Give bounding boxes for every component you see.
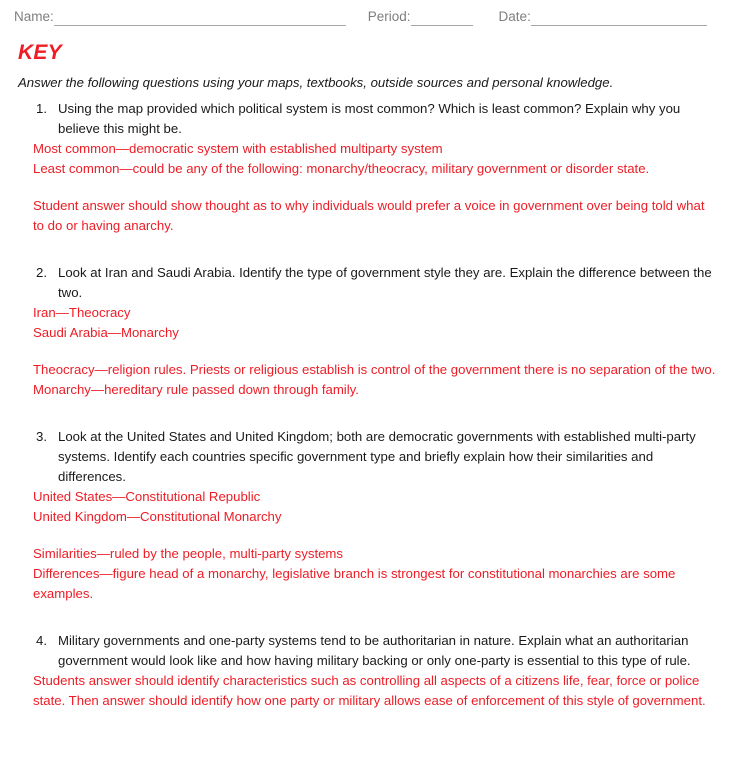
spacer — [0, 343, 730, 360]
answer-line-1-3: Student answer should show thought as to why individuals would prefer a voice in government over being told what to do or having anarchy. — [33, 198, 705, 233]
spacer — [0, 179, 730, 196]
name-label: Name: — [14, 9, 54, 24]
instructions-text: Answer the following questions using your maps, textbooks, outside sources and personal knowledge. — [18, 75, 614, 90]
question-item-2 — [36, 263, 720, 303]
period-input[interactable] — [411, 11, 473, 26]
student-info-header — [0, 0, 730, 26]
answer-line-2-3: Theocracy—religion rules. Priests or religious establish is control of the government there is no separation of the two. — [33, 362, 716, 377]
question-number-1: 1. — [36, 101, 47, 116]
question-number-2: 2. — [36, 265, 47, 280]
period-field-group — [368, 8, 473, 26]
question-item-1 — [36, 99, 720, 139]
answer-line-2-2: Saudi Arabia—Monarchy — [33, 325, 179, 340]
period-label: Period: — [367, 9, 411, 24]
question-number-3: 3. — [36, 429, 47, 444]
answer-line-3-4: Differences—figure head of a monarchy, legislative branch is strongest for constitutional monarchies are some examples. — [33, 566, 676, 601]
spacer — [0, 604, 730, 623]
answer-line-4-1: Students answer should identify characteristics such as controlling all aspects of a citizens life, fear, force or police state. Then answer should identify how one party or military allows ease of enforcement of this style of government. — [33, 673, 706, 708]
date-label: Date: — [498, 9, 531, 24]
name-input[interactable] — [54, 11, 346, 26]
question-text-2: Look at Iran and Saudi Arabia. Identify the type of government style they are. Explain the difference between the two. — [58, 265, 712, 300]
question-number-4: 4. — [36, 633, 47, 648]
spacer — [0, 400, 730, 419]
answer-line-1-1: Most common—democratic system with established multiparty system — [33, 141, 443, 156]
answer-line-3-1: United States—Constitutional Republic — [33, 489, 261, 504]
answer-line-3-2: United Kingdom—Constitutional Monarchy — [33, 509, 282, 524]
answer-line-1-2: Least common—could be any of the following: monarchy/theocracy, military government or disorder state. — [33, 161, 650, 176]
answer-line-2-1: Iran—Theocracy — [33, 305, 131, 320]
question-item-3 — [36, 427, 720, 487]
question-text-1: Using the map provided which political system is most common? Which is least common? Explain why you believe this might be. — [58, 101, 681, 136]
date-field-group — [499, 8, 707, 26]
spacer — [0, 236, 730, 255]
name-field-group — [14, 8, 346, 26]
question-block-1 — [0, 99, 730, 236]
question-text-4: Military governments and one-party systems tend to be authoritarian in nature. Explain what an authoritarian government would look like and how having military backing or only one-party is essential to this type of rule. — [58, 633, 691, 668]
question-block-2 — [0, 263, 730, 400]
question-block-3 — [0, 427, 730, 604]
page-title: KEY — [18, 41, 62, 64]
answer-line-2-4: Monarchy—hereditary rule passed down through family. — [33, 382, 359, 397]
spacer — [0, 527, 730, 544]
question-text-3: Look at the United States and United Kingdom; both are democratic governments with established multi-party systems. Identify each countries specific government type and briefly explain how their similarities and differences. — [58, 429, 696, 484]
question-item-4 — [36, 631, 720, 671]
question-block-4 — [0, 631, 730, 711]
date-input[interactable] — [531, 11, 707, 26]
answer-line-3-3: Similarities—ruled by the people, multi-party systems — [33, 546, 344, 561]
